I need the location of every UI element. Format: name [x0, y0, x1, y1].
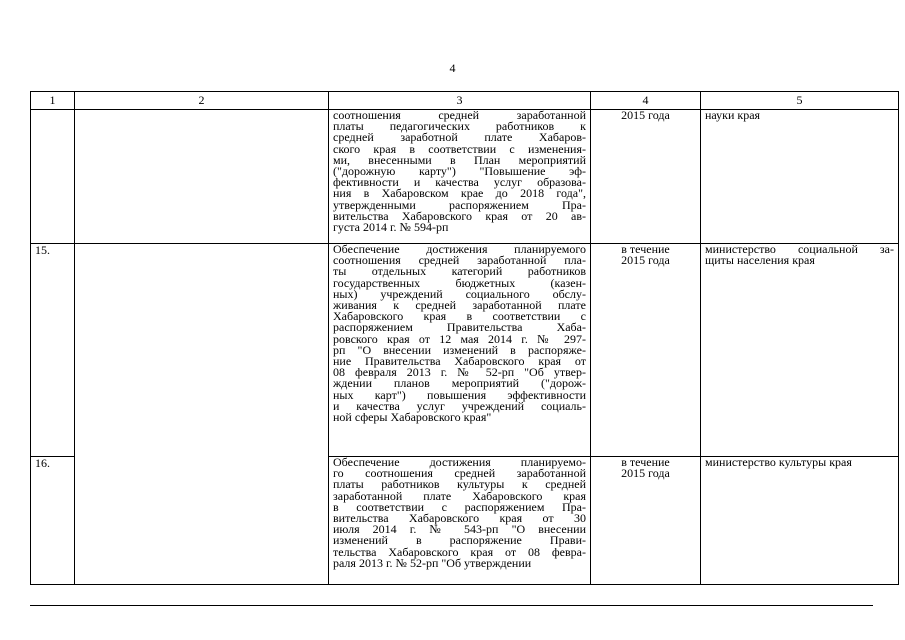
- measure-term: [591, 457, 701, 585]
- measure-description-line: ты отдельных категорий работников: [333, 264, 586, 279]
- merged-col-2-cell: [75, 244, 329, 585]
- measure-description-line: Хабаровского края в соответствии с: [333, 309, 586, 324]
- measure-description: [329, 457, 591, 585]
- measure-description: [329, 110, 591, 244]
- measure-description-line: платы педагогических работников к: [333, 119, 586, 134]
- measure-description-line: ных) учреждений социального обслу-: [333, 286, 586, 301]
- header-col-5: 5: [701, 92, 899, 110]
- measure-description-line: живания к средней заработанной плате: [333, 298, 586, 313]
- measure-executor-line: министерство социальной за-: [705, 243, 894, 256]
- measure-description-line: густа 2014 г. № 594-рп: [333, 220, 449, 235]
- header-col-3: 3: [329, 92, 591, 110]
- row-number: 16.: [31, 457, 75, 585]
- measure-term-line: 2015 года: [621, 109, 670, 122]
- measures-table: [30, 91, 899, 585]
- measure-description-line: в соответствии с распоряжением Пра-: [333, 499, 586, 514]
- table-header-row: [31, 92, 899, 110]
- measure-term-line: в течение: [621, 243, 670, 256]
- measure-description-line: распоряжением Правительства Хаба-: [333, 320, 586, 335]
- table-bottom-border: [30, 605, 873, 606]
- row-number: [31, 110, 75, 244]
- measure-description-line: ной сферы Хабаровского края": [333, 410, 492, 425]
- measure-term-line: в течение: [621, 456, 670, 469]
- measure-term: [591, 244, 701, 457]
- row-number: 15.: [31, 244, 75, 457]
- measure-description-line: вительства Хабаровского края от 30: [333, 511, 586, 526]
- measure-description-line: соотношения средней заработанной пла-: [333, 253, 586, 268]
- measure-description-line: ных карт") повышения эффективности: [333, 387, 586, 402]
- measure-description-line: и качества услуг учреждений социаль-: [333, 398, 586, 413]
- measure-executor-line: щиты населения края: [705, 253, 815, 268]
- page-number: 4: [449, 61, 456, 75]
- measure-description-line: соотношения средней заработанной: [333, 109, 586, 122]
- measure-description-line: вительства Хабаровского края от 20 ав-: [333, 208, 586, 223]
- measure-description-line: июля 2014 г. № 543-рп "О внесении: [333, 522, 586, 537]
- measure-description-line: утвержденными распоряжением Пра-: [333, 197, 586, 212]
- measure-description-line: рп "О внесении изменений в распоряже-: [333, 342, 586, 357]
- measure-term-line: 2015 года: [621, 466, 670, 481]
- measure-description-line: ("дорожную карту") "Повышение эф-: [333, 164, 586, 179]
- measure-executor-line: министерство культуры края: [705, 456, 852, 469]
- header-col-4: 4: [591, 92, 701, 110]
- measure-description-line: ждении планов мероприятий ("дорож-: [333, 376, 586, 391]
- measure-description-line: заработанной плате Хабаровского края: [333, 488, 586, 503]
- measure-description-line: ния в Хабаровском крае до 2018 года",: [333, 186, 586, 201]
- header-col-2: 2: [75, 92, 329, 110]
- table-row: [31, 110, 899, 244]
- measure-description-line: фективности и качества услуг образова-: [333, 175, 586, 190]
- measure-description-line: ми, внесенными в План мероприятий: [333, 152, 586, 167]
- measure-description-line: ского края в соответствии с изменения-: [333, 141, 586, 156]
- header-col-1: 1: [31, 92, 75, 110]
- measure-term: [591, 110, 701, 244]
- measure-description-line: раля 2013 г. № 52-рп "Об утверждении: [333, 555, 532, 570]
- measure-executor: [701, 110, 899, 244]
- measure-description-line: Обеспечение достижения планируемо-: [333, 456, 586, 469]
- measure-description-line: изменений в распоряжение Прави-: [333, 533, 586, 548]
- measure-description-line: тельства Хабаровского края от 08 февра-: [333, 544, 586, 559]
- measure-description-line: го соотношения средней заработанной: [333, 466, 586, 481]
- measure-term-line: 2015 года: [621, 253, 670, 268]
- measure-description-line: платы работников культуры к средней: [333, 477, 586, 492]
- measure-description-line: Обеспечение достижения планируемого: [333, 243, 586, 256]
- col-2-cell: [75, 110, 329, 244]
- measure-description-line: ние Правительства Хабаровского края от: [333, 354, 586, 369]
- measure-description: [329, 244, 591, 457]
- measure-description-line: ровского края от 12 мая 2014 г. № 297-: [333, 331, 586, 346]
- measure-executor: [701, 244, 899, 457]
- measure-executor-line: науки края: [705, 109, 761, 122]
- measure-description-line: 08 февраля 2013 г. № 52-рп "Об утвер-: [333, 365, 586, 380]
- measure-executor: [701, 457, 899, 585]
- measure-description-line: средней заработной плате Хабаров-: [333, 130, 586, 145]
- table-row: [31, 244, 899, 457]
- measure-description-line: государственных бюджетных (казен-: [333, 275, 586, 290]
